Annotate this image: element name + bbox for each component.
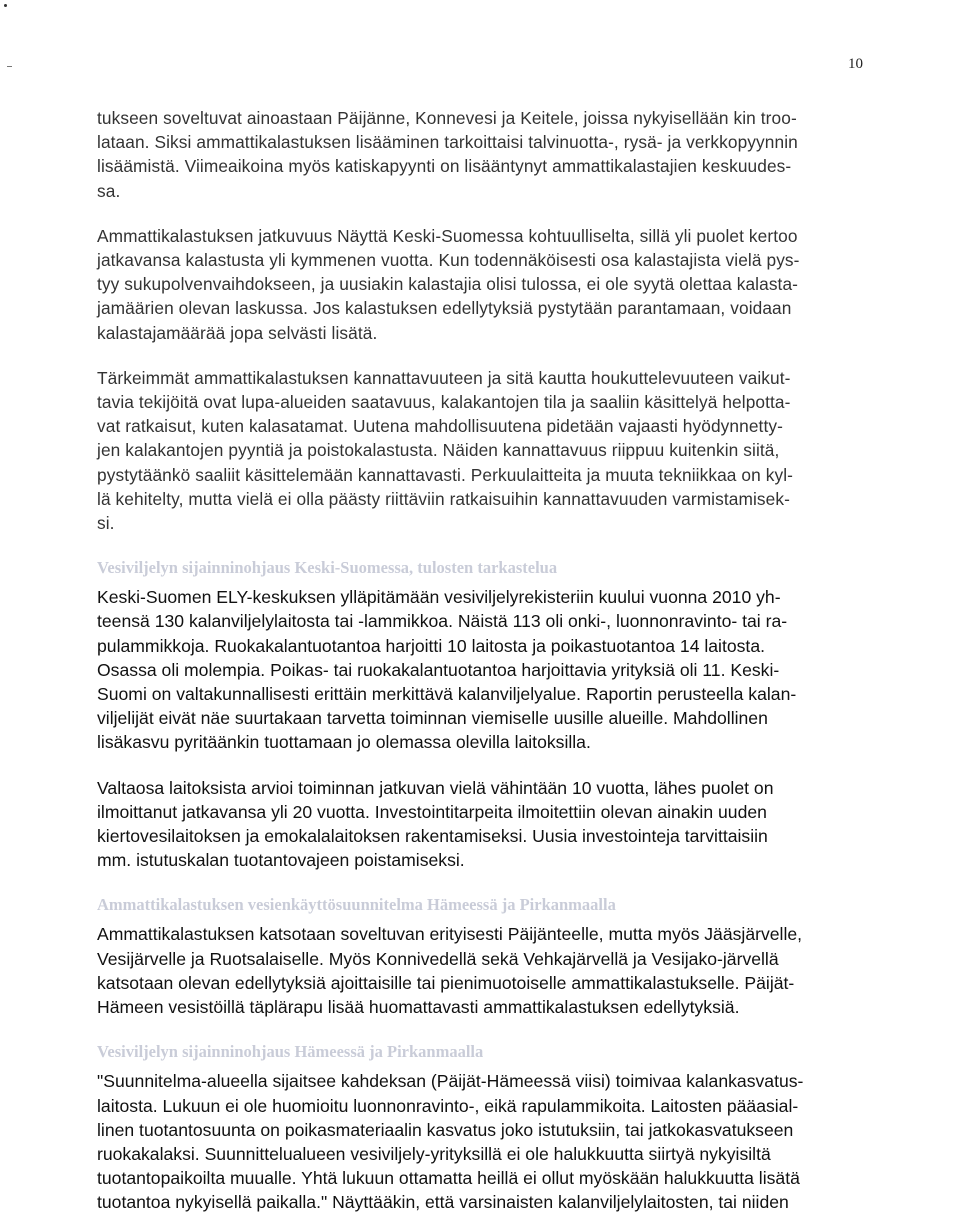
paragraph-investments: Valtaosa laitoksista arvioi toiminnan jatkuvan vielä vähintään 10 vuotta, lähes puolet on ilmoittanut jatkavansa yli 20 vuotta. Investointitarpeita ilmoitettiin olevan ainakin uuden kiertovesilaitoksen ja emokalalaitoksen rakentamiseksi. Uusia investointeja tarvittaisiin mm. istutuskalan tuotantovajeen poistamiseksi. xyxy=(97,777,774,871)
section-heading-hame-pirkanmaa-aquaculture: Vesiviljelyn sijainninohjaus Hämeessä ja Pirkanmaalla xyxy=(97,1042,484,1062)
paragraph-profitability: Tärkeimmät ammattikalastuksen kannattavuuteen ja sitä kautta houkuttelevuuteen vaikut- tavia tekijöitä ovat lupa-alueiden saatavuus, kalakantojen tila ja saaliin käsittelyä helpotta- vat ratkaisut, kuten kalasatamat. Uutena mahdollisuutena pidetään vajaasti hyödynnetty- jen kalakantojen pyyntiä ja poistokalastusta. Näiden kannattavuus riippuu kuitenkin siitä, pystytäänkö saaliit käsittelemään kannattavasti. Perkuulaitteita ja muuta tekniikkaa on kyl- lä kehitelty, mutta vielä ei olla päästy riittäviin ratkaisuihin kannattavuuden varmistamisek- si. xyxy=(97,367,794,534)
page-number: 10 xyxy=(848,56,863,72)
paragraph-suitable-lakes: Ammattikalastuksen katsotaan soveltuvan erityisesti Päijänteelle, mutta myös Jääsjärvelle, Vesijärvelle ja Ruotsalaiselle. Myös Konnivedellä sekä Vehkajärvellä ja Vesijako-järvellä katsotaan olevan edellytyksiä ajoittaisille tai pienimuotoiselle ammattikalastukselle. Päijät- Hämeen vesistöillä täplärapu lisää huomattavasti ammattikalastuksen edellytyksiä. xyxy=(97,924,803,1018)
paragraph-trawling: tukseen soveltuvat ainoastaan Päijänne, Konnevesi ja Keitele, joissa nykyisellään kin troo- lataan. Siksi ammattikalastuksen lisääminen tarkoittaisi talvinuotta-, rysä- ja verkkopyynnin lisäämistä. Viimeaikoina myös katiskapyynti on lisääntynyt ammattikalastajien keskuudes- sa. xyxy=(97,108,798,201)
paragraph-aquaculture-registry: Keski-Suomen ELY-keskuksen ylläpitämään vesiviljelyrekisteriin kuului vuonna 2010 yh- teensä 130 kalanviljelylaitosta tai -lammikkoa. Näistä 113 oli onki-, luonnonravinto- tai ra- pulammikkoja. Ruokakalantuotantoa harjoitti 10 laitosta ja poikastuotantoa 14 laitosta. Osassa oli molempia. Poikas- tai ruokakalantuotantoa harjoittavia yrityksiä oli 11. Keski- Suomi on valtakunnallisesti erittäin merkittävä kalanviljelyalue. Raportin perusteella kalan- viljelijät eivät näe suurtakaan tarvetta toiminnan viemiselle uusille alueille. Mahdollinen lisäkasvu pyritäänkin tuottamaan jo olemassa olevilla laitoksilla. xyxy=(97,587,797,753)
scan-speck xyxy=(4,4,7,7)
section-heading-hame-pirkanmaa-fishing: Ammattikalastuksen vesienkäyttösuunnitelma Hämeessä ja Pirkanmaalla xyxy=(97,895,616,915)
paragraph-continuity: Ammattikalastuksen jatkuvuus Näyttä Keski-Suomessa kohtuulliselta, sillä yli puolet kertoo jatkavansa kalastusta yli kymmenen vuotta. Kun todennäköisesti osa kalastajista vielä pys- tyy sukupolvenvaihdokseen, ja uusiakin kalastajia olisi tulossa, ei ole syytä olettaa kalasta- jamäärien olevan laskussa. Jos kalastuksen edellytyksiä pystytään parantamaan, voidaan kalastajamäärää jopa selvästi lisätä. xyxy=(97,225,800,343)
section-heading-keski-suomi: Vesiviljelyn sijainninohjaus Keski-Suomessa, tulosten tarkastelua xyxy=(97,558,558,578)
scan-mark xyxy=(7,66,12,67)
paragraph-quote-fish-farms: "Suunnitelma-alueella sijaitsee kahdeksan (Päijät-Hämeessä viisi) toimivaa kalankasvatus- laitosta. Lukuun ei ole huomioitu luonnonravinto-, eikä rapulammikoita. Laitosten pääasial- linen tuotantosuunta on poikasmateriaalin kasvatus joko istutuksiin, tai jatkokasvatukseen ruokakalaksi. Suunnittelualueen vesiviljely-yrityksillä ei ole halukkuutta siirtyä nykyisiltä tuotantopaikoilta muualle. Yhtä lukuun ottamatta heillä ei ollut myöskään halukkuutta lisätä tuotantoa nykyisellä paikalla." Näyttääkin, että varsinaisten kalanviljelylaitosten, tai niiden xyxy=(97,1071,804,1213)
document-body xyxy=(97,106,872,1215)
